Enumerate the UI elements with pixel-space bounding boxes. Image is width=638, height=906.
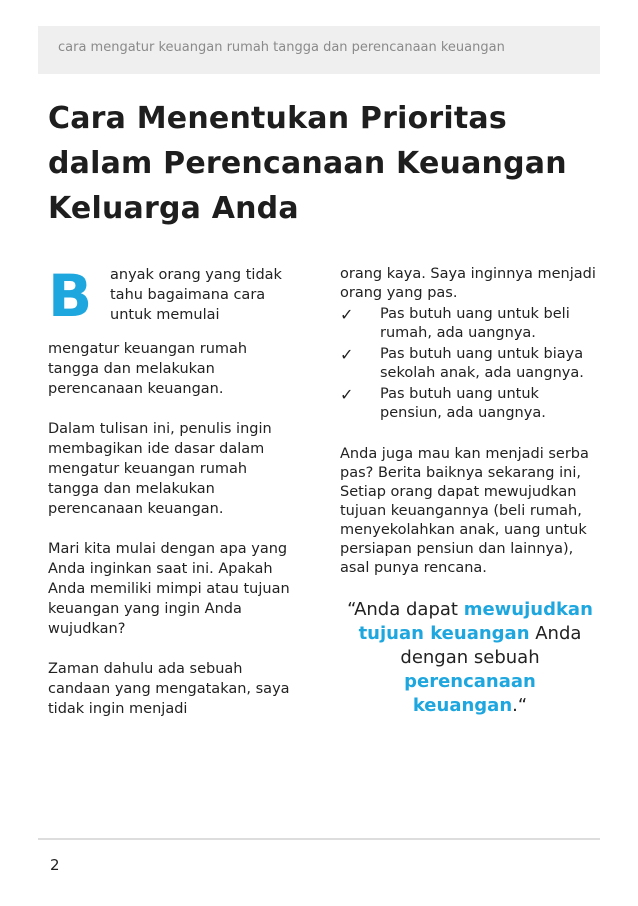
list-item <box>340 305 600 343</box>
pull-quote <box>340 598 600 718</box>
quote-highlight: mewujudkan tujuan keuangan <box>358 599 593 644</box>
running-header <box>38 26 600 74</box>
paragraph: Anda juga mau kan menjadi serba pas? Berita baiknya sekarang ini, Setiap orang dapat mewujudkan tujuan keuangannya (beli rumah, menyekolahkan anak, uang untuk persiapan pensiun dan lainnya), asal punya rencana. <box>340 446 589 576</box>
drop-cap-block <box>48 259 298 339</box>
check-icon: ✓ <box>340 305 354 324</box>
drop-cap-text: anyak orang yang tidak tahu bagaimana cara untuk memulai <box>110 267 282 323</box>
paragraph: mengatur keuangan rumah tangga dan melakukan perencanaan keuangan. <box>48 341 248 397</box>
list-item <box>340 345 600 383</box>
right-column <box>340 265 600 718</box>
paragraph: Zaman dahulu ada sebuah candaan yang mengatakan, saya tidak ingin menjadi <box>48 661 290 717</box>
footer-divider <box>38 838 600 840</box>
check-icon: ✓ <box>340 345 354 364</box>
quote-highlight: perencanaan keuangan <box>404 671 536 716</box>
check-list <box>340 305 600 423</box>
list-item-text: Pas butuh uang untuk beli rumah, ada uangnya. <box>380 306 570 341</box>
page-title: Cara Menentukan Prioritas dalam Perencanaan Keuangan Keluarga Anda <box>48 101 567 226</box>
drop-cap: B <box>48 262 93 330</box>
paragraph: Dalam tulisan ini, penulis ingin membagikan ide dasar dalam mengatur keuangan rumah tangga dan melakukan perencanaan keuangan. <box>48 421 272 517</box>
list-item-text: Pas butuh uang untuk pensiun, ada uangnya. <box>380 386 546 421</box>
check-icon: ✓ <box>340 385 354 404</box>
quote-text: .“ <box>512 695 528 716</box>
left-column <box>48 259 298 739</box>
list-item-text: Pas butuh uang untuk biaya sekolah anak, ada uangnya. <box>380 346 584 381</box>
quote-text: Anda dengan sebuah <box>400 623 582 668</box>
page-number: 2 <box>50 856 60 874</box>
list-item <box>340 385 600 423</box>
quote-text: “Anda dapat <box>347 599 464 620</box>
paragraph: orang kaya. Saya inginnya menjadi orang yang pas. <box>340 266 596 301</box>
running-header-text: cara mengatur keuangan rumah tangga dan perencanaan keuangan <box>58 40 505 55</box>
paragraph: Mari kita mulai dengan apa yang Anda inginkan saat ini. Apakah Anda memiliki mimpi atau tujuan keuangan yang ingin Anda wujudkan? <box>48 541 290 637</box>
